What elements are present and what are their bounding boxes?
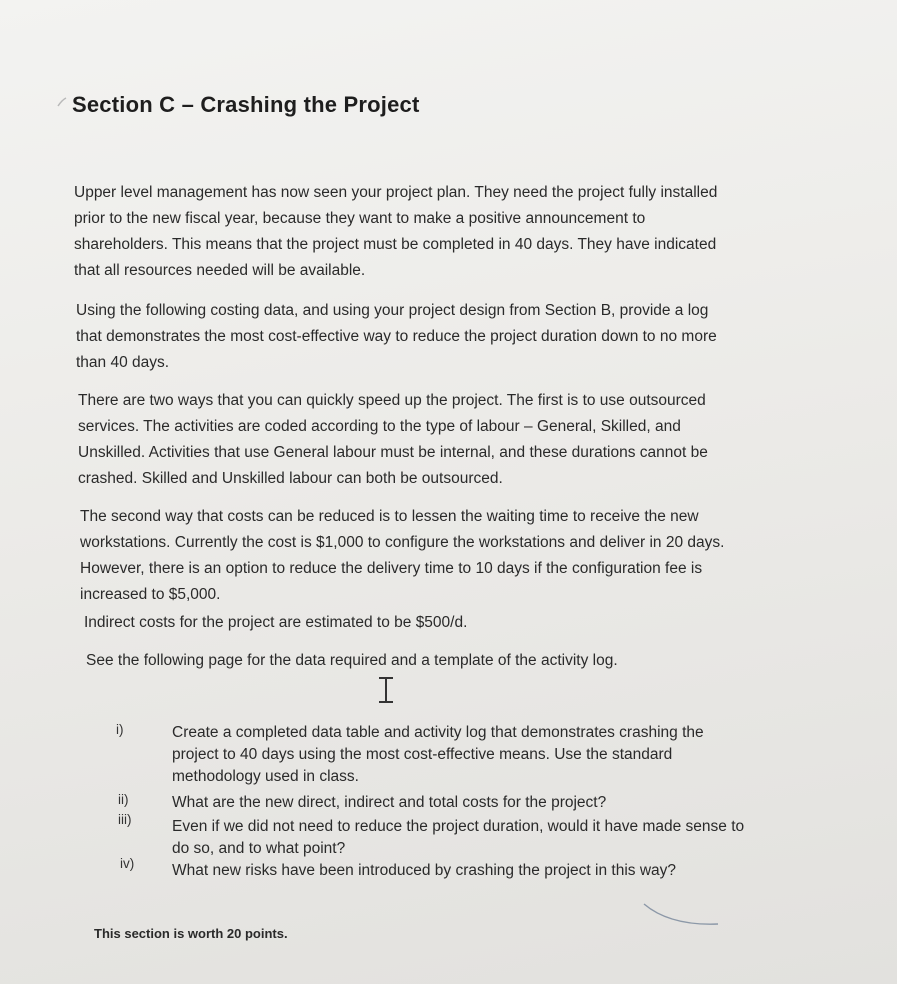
- pen-mark: [56, 96, 70, 110]
- paragraph-line: that demonstrates the most cost-effective way to reduce the project duration down to no more: [76, 328, 717, 345]
- question-text: [172, 722, 704, 788]
- indirect-costs-paragraph: Indirect costs for the project are estimated to be $500/d.: [84, 614, 468, 631]
- question-line: Even if we did not need to reduce the project duration, would it have made sense to: [172, 818, 745, 835]
- workstations-paragraph: [80, 504, 724, 608]
- paragraph-line: increased to $5,000.: [80, 586, 221, 603]
- paragraph-line: Unskilled. Activities that use General labour must be internal, and these durations cannot be: [78, 444, 708, 461]
- paragraph-line: prior to the new fiscal year, because they want to make a positive announcement to: [74, 210, 646, 227]
- paragraph-line: However, there is an option to reduce the delivery time to 10 days if the configuration fee is: [80, 560, 703, 577]
- paragraph-line: crashed. Skilled and Unskilled labour can both be outsourced.: [78, 470, 503, 487]
- points-footer: This section is worth 20 points.: [94, 926, 288, 941]
- question-number: iv): [120, 856, 135, 871]
- paragraph-line: There are two ways that you can quickly speed up the project. The first is to use outsourced: [78, 392, 706, 409]
- paragraph-line: The second way that costs can be reduced is to lessen the waiting time to receive the new: [80, 508, 699, 525]
- question-line: project to 40 days using the most cost-effective means. Use the standard: [172, 746, 673, 763]
- question-line: What new risks have been introduced by crashing the project in this way?: [172, 862, 677, 879]
- costing-paragraph: [76, 298, 717, 376]
- question-number: iii): [118, 812, 132, 827]
- paragraph-line: Using the following costing data, and using your project design from Section B, provide a log: [76, 302, 709, 319]
- outsourcing-paragraph: [78, 388, 708, 492]
- question-line: Create a completed data table and activity log that demonstrates crashing the: [172, 724, 704, 741]
- paragraph-line: Upper level management has now seen your project plan. They need the project fully installed: [74, 184, 718, 201]
- question-number: i): [116, 722, 124, 737]
- text-cursor-icon: [378, 676, 394, 704]
- question-text: [172, 816, 744, 860]
- question-line: What are the new direct, indirect and total costs for the project?: [172, 794, 607, 811]
- question-text: [172, 860, 676, 882]
- question-number: ii): [118, 792, 129, 807]
- paragraph-line: than 40 days.: [76, 354, 170, 371]
- question-line: methodology used in class.: [172, 768, 359, 785]
- question-line: do so, and to what point?: [172, 840, 346, 857]
- question-text: [172, 792, 606, 814]
- paragraph-line: services. The activities are coded according to the type of labour – General, Skilled, and: [78, 418, 681, 435]
- section-heading: Section C – Crashing the Project: [72, 92, 420, 117]
- paragraph-line: shareholders. This means that the project must be completed in 40 days. They have indicated: [74, 236, 717, 253]
- paragraph-line: workstations. Currently the cost is $1,000 to configure the workstations and deliver in 20 days.: [80, 534, 725, 551]
- see-following-page-paragraph: See the following page for the data required and a template of the activity log.: [86, 652, 618, 669]
- paragraph-line: that all resources needed will be available.: [74, 262, 366, 279]
- pen-mark: [640, 898, 730, 932]
- intro-paragraph: [74, 180, 717, 284]
